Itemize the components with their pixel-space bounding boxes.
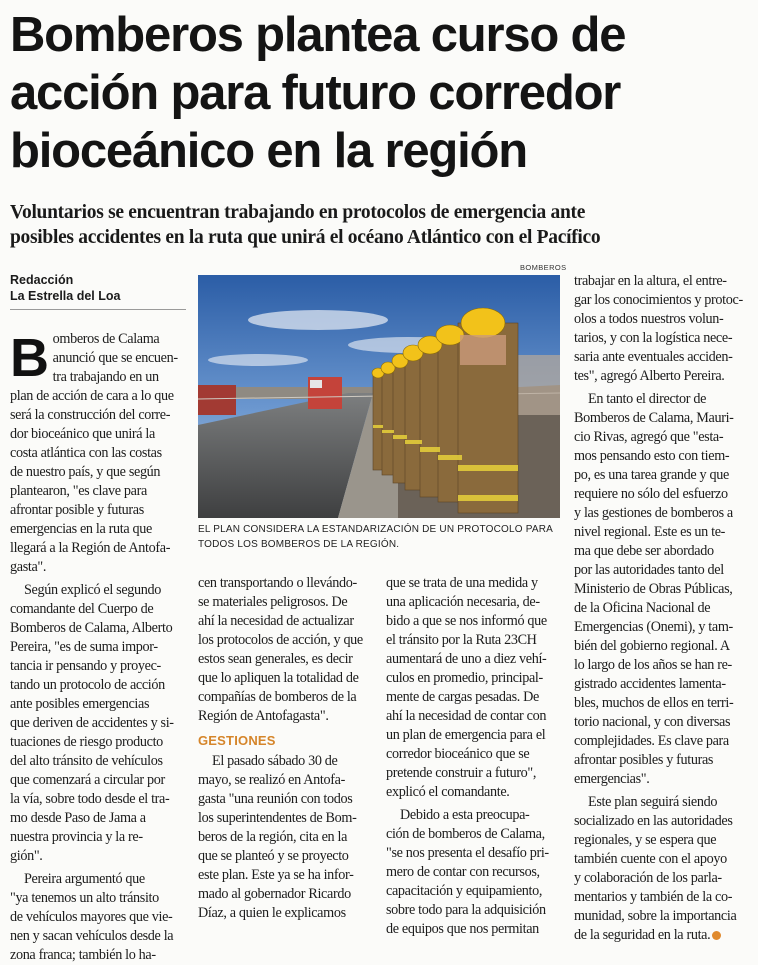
photo-caption [198,522,568,552]
text-line: tando un protocolo de acción [10,677,165,693]
text-line: mero de contar con recursos, [386,864,540,880]
text-line: zona franca; también lo ha- [10,947,156,963]
text-line: beros de la región, cita en la [198,829,348,845]
text-line: nivel regional. Este es un te- [574,524,726,540]
text-line: bles, muchos de ellos en terri- [574,695,734,711]
text-line: En tanto el director de [588,391,707,407]
text-line: el tránsito por la Ruta 23CH [386,632,537,648]
byline-outlet: La Estrella del Loa [10,289,121,303]
text-line: pretende construir a futuro", [386,765,537,781]
text-line: de vehículos mayores que vie- [10,909,173,925]
headline-line: bioceánico en la región [10,124,527,178]
text-line: será la construcción del corre- [10,407,171,423]
headline [10,6,752,180]
text-line: culos en promedio, principal- [386,670,543,686]
text-line: torio nacional, y con diversas [574,714,731,730]
text-line: Este plan seguirá siendo [588,794,718,810]
text-line: mos pensando esto con tiem- [574,448,730,464]
text-line: la vía, sobre todo desde el tra- [10,791,170,807]
text-line: "se nos presenta el desafío pri- [386,845,549,861]
text-line: mentarios y también de la co- [574,889,733,905]
text-line: omberos de Calama [52,331,160,347]
drop-cap: B [10,328,49,388]
text-line: gión". [10,848,43,864]
text-line: Bomberos de Calama, Alberto [10,620,173,636]
text-line: complejidades. Es clave para [574,733,729,749]
text-line: ahí la necesidad de actualizar [198,613,354,629]
text-line: cen transportando o llevándo- [198,575,357,591]
text-line: corredor bioceánico que se [386,746,530,762]
text-line: los protocolos de acción, y que [198,632,363,648]
text-line: sobre todo para la adquisición [386,902,546,918]
text-line: capacitación y equipamiento, [386,883,543,899]
text-line-final: de la seguridad en la ruta. [574,927,711,943]
headline-line: Bomberos plantea curso de [10,8,626,62]
text-line: que deriven de accidentes y si- [10,715,174,731]
text-line: mente de cargas pesadas. De [386,689,539,705]
article-column-1 [10,330,190,965]
text-line: tes", agregó Alberto Pereira. [574,368,725,384]
article-column-3 [386,574,566,939]
text-line: tarios, y con la logística nece- [574,330,733,346]
photo-credit: BOMBEROS [520,263,567,272]
firefighters-photo [198,275,560,518]
text-line: que se planteó y se proyecto [198,848,349,864]
text-line: aumentará de uno a diez vehí- [386,651,547,667]
text-line: y las gestiones de bomberos a [574,505,733,521]
text-line: se materiales peligrosos. De [198,594,348,610]
text-line: tancia ir pensando y proyec- [10,658,161,674]
text-line: ción de bomberos de Calama, [386,826,545,842]
subheadline-line: posibles accidentes en la ruta que unirá el océano Atlántico con el Pacífico [10,227,601,248]
text-line: bido a que se nos informó que [386,613,547,629]
text-line: munidad, sobre la importancia [574,908,737,924]
caption-line: TODOS LOS BOMBEROS DE LA REGIÓN. [198,539,400,550]
byline [10,272,120,304]
text-line: po, es una tarea grande y que [574,467,729,483]
text-line: tuaciones de riesgo producto [10,734,163,750]
byline-divider [10,309,186,310]
text-line: ante posibles emergencias [10,696,150,712]
text-line: dor bioceánico que unirá la [10,426,155,442]
text-line: plantearon, "es clave para [10,483,147,499]
text-line: mado al gobernador Ricardo [198,886,351,902]
text-line: afrontar posibles y futuras [574,752,714,768]
text-line: El pasado sábado 30 de [212,753,338,769]
text-line: y colaboración de los parla- [574,870,722,886]
text-line: gistrado accidentes lamenta- [574,676,726,692]
text-line: nen y sacan vehículos desde la [10,928,174,944]
text-line: costa atlántica con las costas [10,445,162,461]
text-line: bién del gobierno regional. A [574,638,730,654]
text-line: ahí la necesidad de contar con [386,708,547,724]
text-line: requiere no sólo del esfuerzo [574,486,728,502]
text-line: nuestra provincia y la re- [10,829,143,845]
section-heading: GESTIONES [198,733,276,748]
byline-role: Redacción [10,273,74,287]
text-line: de equipos que nos permitan [386,921,539,937]
text-line: Según explicó el segundo [24,582,161,598]
text-line: un plan de emergencia para el [386,727,546,743]
text-line: lo largo de los años se han re- [574,657,732,673]
text-line: mayo, se realizó en Antofa- [198,772,345,788]
text-line: cio Rivas, agregó que "esta- [574,429,724,445]
text-line: estos sean generales, es decir [198,651,353,667]
caption-line: EL PLAN CONSIDERA LA ESTANDARIZACIÓN DE UN PROTOCOLO PARA [198,524,553,535]
text-line: "ya tenemos un alto tránsito [10,890,159,906]
text-line: Pereira, "es de suma impor- [10,639,158,655]
text-line: Pereira argumentó que [24,871,145,887]
text-line: gasta "una reunión con todos [198,791,353,807]
headline-line: acción para futuro corredor [10,66,621,120]
text-line: del alto tránsito de vehículos [10,753,163,769]
text-line: afrontar posible y futuras [10,502,144,518]
text-line: que lo apliquen la totalidad de [198,670,359,686]
text-line: emergencias". [574,771,650,787]
text-line: Ministerio de Obras Públicas, [574,581,733,597]
text-line: Díaz, a quien le explicamos [198,905,346,921]
text-line: olos a todos nuestros volun- [574,311,724,327]
text-line: por las autoridades tanto del [574,562,724,578]
text-line: ma que debe ser abordado [574,543,714,559]
text-line: gasta". [10,559,47,575]
text-line: llegará a la Región de Antofa- [10,540,171,556]
text-line: que se trata de una medida y [386,575,538,591]
text-line: socializado en las autoridades [574,813,733,829]
text-line: que comenzará a circular por [10,772,165,788]
text-line [574,926,756,945]
text-line: Debido a esta preocupa- [400,807,530,823]
text-line: Bomberos de Calama, Mauri- [574,410,734,426]
text-line: compañías de bomberos de la [198,689,357,705]
article-column-2 [198,574,378,923]
end-of-article-icon [712,931,721,940]
text-line: tra trabajando en un [52,369,159,385]
text-line: anunció que se encuen- [52,350,178,366]
text-line: los superintendentes de Bom- [198,810,357,826]
text-line: Región de Antofagasta". [198,708,329,724]
text-line: este plan. Este ya se ha infor- [198,867,354,883]
text-line: de nuestro país, y que según [10,464,161,480]
text-line: también cuente con el apoyo [574,851,727,867]
article-column-4 [574,272,756,945]
text-line: comandante del Cuerpo de [10,601,154,617]
text-line: plan de acción de cara a lo que [10,388,174,404]
text-line: emergencias en la ruta que [10,521,152,537]
text-line: trabajar en la altura, el entre- [574,273,727,289]
text-line: mo desde Paso de Jama a [10,810,146,826]
text-line: Emergencias (Onemi), y tam- [574,619,733,635]
subheadline [10,200,755,250]
text-line: regionales, y se espera que [574,832,717,848]
text-line: gar los conocimientos y protoc- [574,292,743,308]
text-line: una aplicación necesaria, de- [386,594,540,610]
text-line: explicó el comandante. [386,784,510,800]
text-line: saria ante eventuales acciden- [574,349,733,365]
subheadline-line: Voluntarios se encuentran trabajando en protocolos de emergencia ante [10,202,586,223]
text-line: de la Oficina Nacional de [574,600,711,616]
